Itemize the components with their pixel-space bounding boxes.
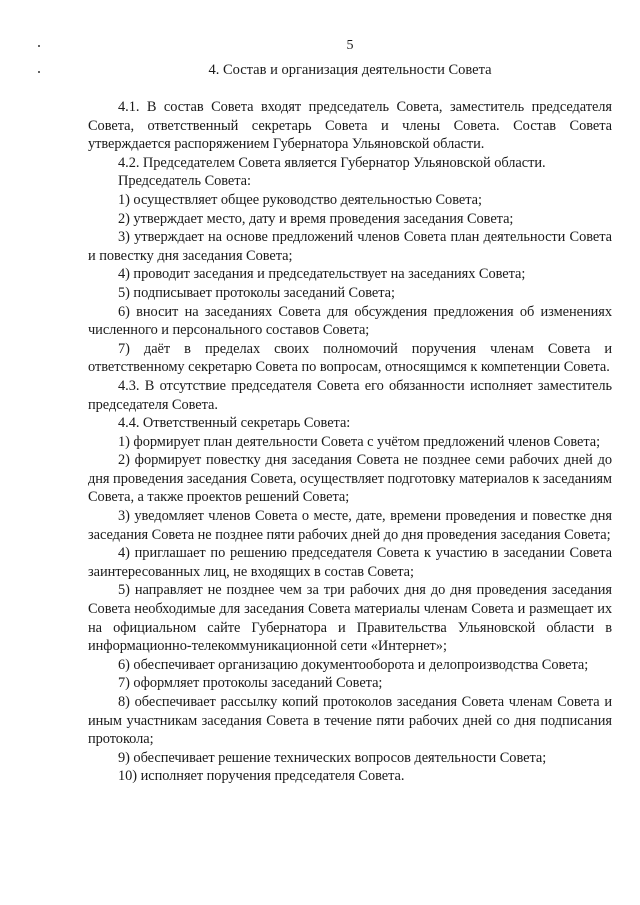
secretary-item-1: 1) формирует план деятельности Совета с учётом предложений членов Совета; (118, 433, 601, 450)
chairman-item-2: 2) утверждает место, дату и время проведения заседания Совета; (118, 210, 514, 227)
chairman-item-3: 3) утверждает на основе предложений членов Совета план деятельности Совета и повестку дня заседания Совета; (88, 229, 612, 264)
chairman-item-7: 7) даёт в пределах своих полномочий поручения членам Совета и ответственному секретарю Совета по вопросам, относящимся к компетенции Совета. (88, 340, 612, 376)
secretary-item-5: 5) направляет не позднее чем за три рабочих дня до дня проведения заседания Совета необходимые для заседания Совета материалы членам Совета и размещает их на официальном сайте Губернатора и Правительства Ульяновской области в информационно-телекоммуникационной сети «Интернет»; (88, 582, 612, 655)
secretary-item-3: 3) уведомляет членов Совета о месте, дате, времени проведения и повестке дня заседания Совета не позднее пяти рабочих дней до дня проведения заседания Совета; (88, 508, 612, 543)
secretary-item-7: 7) оформляет протоколы заседаний Совета; (118, 675, 383, 692)
chairman-heading: Председатель Совета: (118, 173, 251, 190)
secretary-item-4: 4) приглашает по решению председателя Совета к участию в заседании Совета заинтересованных лиц, не входящих в состав Совета; (88, 545, 612, 580)
chairman-item-4: 4) проводит заседания и председательствует на заседаниях Совета; (118, 266, 526, 283)
document-page (88, 36, 612, 786)
scan-speck (38, 45, 40, 47)
page-number: 5 (346, 38, 354, 53)
chairman-item-1: 1) осуществляет общее руководство деятельностью Совета; (118, 191, 482, 208)
secretary-item-8: 8) обеспечивает рассылку копий протоколов заседания Совета членам Совета и иным участникам заседания Совета в течение пяти рабочих дней со дня подписания протокола; (88, 694, 612, 748)
paragraph-4-2: 4.2. Председателем Совета является Губернатор Ульяновской области. (118, 154, 546, 171)
paragraph-4-3: 4.3. В отсутствие председателя Совета его обязанности исполняет заместитель председателя Совета. (88, 377, 612, 413)
section-title: 4. Состав и организация деятельности Совета (208, 62, 492, 78)
chairman-item-5: 5) подписывает протоколы заседаний Совета; (118, 284, 395, 301)
chairman-item-6: 6) вносит на заседаниях Совета для обсуждения предложения об изменениях численного и персонального составов Совета; (88, 303, 612, 339)
secretary-item-10: 10) исполняет поручения председателя Совета. (118, 768, 405, 785)
paragraph-4-1: 4.1. В состав Совета входят председатель Совета, заместитель председателя Совета, ответственный секретарь Совета и члены Совета. Состав Совета утверждается распоряжением Губернатора Ульяновской области. (88, 99, 612, 153)
scan-speck (38, 71, 40, 73)
paragraph-4-4: 4.4. Ответственный секретарь Совета: (118, 415, 351, 432)
secretary-item-2: 2) формирует повестку дня заседания Совета не позднее семи рабочих дней до дня проведения заседания Совета, осуществляет подготовку материалов к заседаниям Совета, а также проектов решений Совета; (88, 452, 612, 506)
secretary-item-6: 6) обеспечивает организацию документооборота и делопроизводства Совета; (118, 656, 589, 673)
secretary-item-9: 9) обеспечивает решение технических вопросов деятельности Совета; (118, 749, 547, 766)
